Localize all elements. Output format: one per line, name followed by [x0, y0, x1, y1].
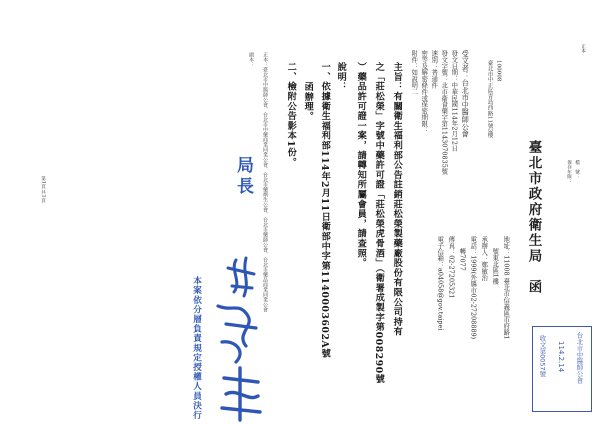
security-level: 密等及解密條件或保密期限：	[420, 50, 428, 134]
signature-title: 局長	[233, 156, 253, 198]
subject-line-3: ）藥品許可證一案，請轉知所屬會員，請查照。	[355, 62, 367, 268]
explanation-item-2: 二、檢附公告影本1份。	[285, 62, 297, 167]
stamp-date: 114.2.14	[557, 341, 565, 373]
explanation-label: 說明：	[335, 62, 347, 92]
received-stamp	[532, 326, 592, 412]
issue-date: 發文日期：中華民國114年2月12日	[450, 50, 458, 152]
stamp-org: 台北市中醫師公會	[575, 332, 584, 384]
sender-address: 地址：11008 臺北市信義區市府路1	[502, 236, 510, 340]
subject-line-1: 主旨：有關衛生福利部公告註銷莊松榮製藥廠股份有限公司持有	[391, 62, 403, 337]
page-number: 第1頁 共1頁	[40, 176, 46, 203]
explanation-item-1-cont: 函辦理。	[302, 82, 314, 122]
sender-address-2: 號東北區1樓	[491, 248, 499, 285]
retention-label: 保存年限：	[566, 160, 572, 184]
subject-line-2: 之「莊松榮」字號中藥許可證「莊松榮虎骨酒」（衛署成製字第008290號	[373, 62, 385, 384]
original-recipients: 正本：臺北市中醫師公會、台北市中藥商業同業公會、台北市藥劑生公會、台北市藥師公會、台北市藥品商業同業公會	[262, 52, 268, 312]
phone: 電話：1999(外縣市02-27208889)	[469, 236, 477, 340]
copy-mark: 正本	[580, 44, 586, 54]
email: 電子信箱：a04058@gov.taipei	[436, 236, 444, 331]
copies: 副本：	[248, 52, 254, 67]
attachment: 附件：如說明二	[410, 50, 418, 95]
recipient-postcode: 100008	[495, 60, 502, 82]
file-number-label: 檔 號：	[574, 160, 580, 179]
phone-ext: 轉7077	[458, 248, 466, 271]
explanation-item-1: 一、依據衛生福利部114年2月11日衛部中字第1140003602A號	[319, 62, 331, 359]
fax: 傳真：02-27205321	[447, 236, 455, 299]
document-number: 發文字號：北市衛食藥字第1143070835號	[440, 50, 448, 175]
speed: 速別：普通件	[430, 50, 438, 89]
delegation-note: 本案依分層負責規定授權人員決行	[191, 276, 202, 420]
recipient-address: 臺北市中正區青島西路11號3樓	[486, 60, 493, 138]
contact-person: 承辦人：鄭敏治	[480, 236, 488, 281]
recipient: 受文者：台北市中醫師公會	[461, 50, 471, 138]
page-title: 臺北市政府衛生局 函	[525, 140, 542, 295]
stamp-number: 收文第0057號	[538, 335, 547, 377]
